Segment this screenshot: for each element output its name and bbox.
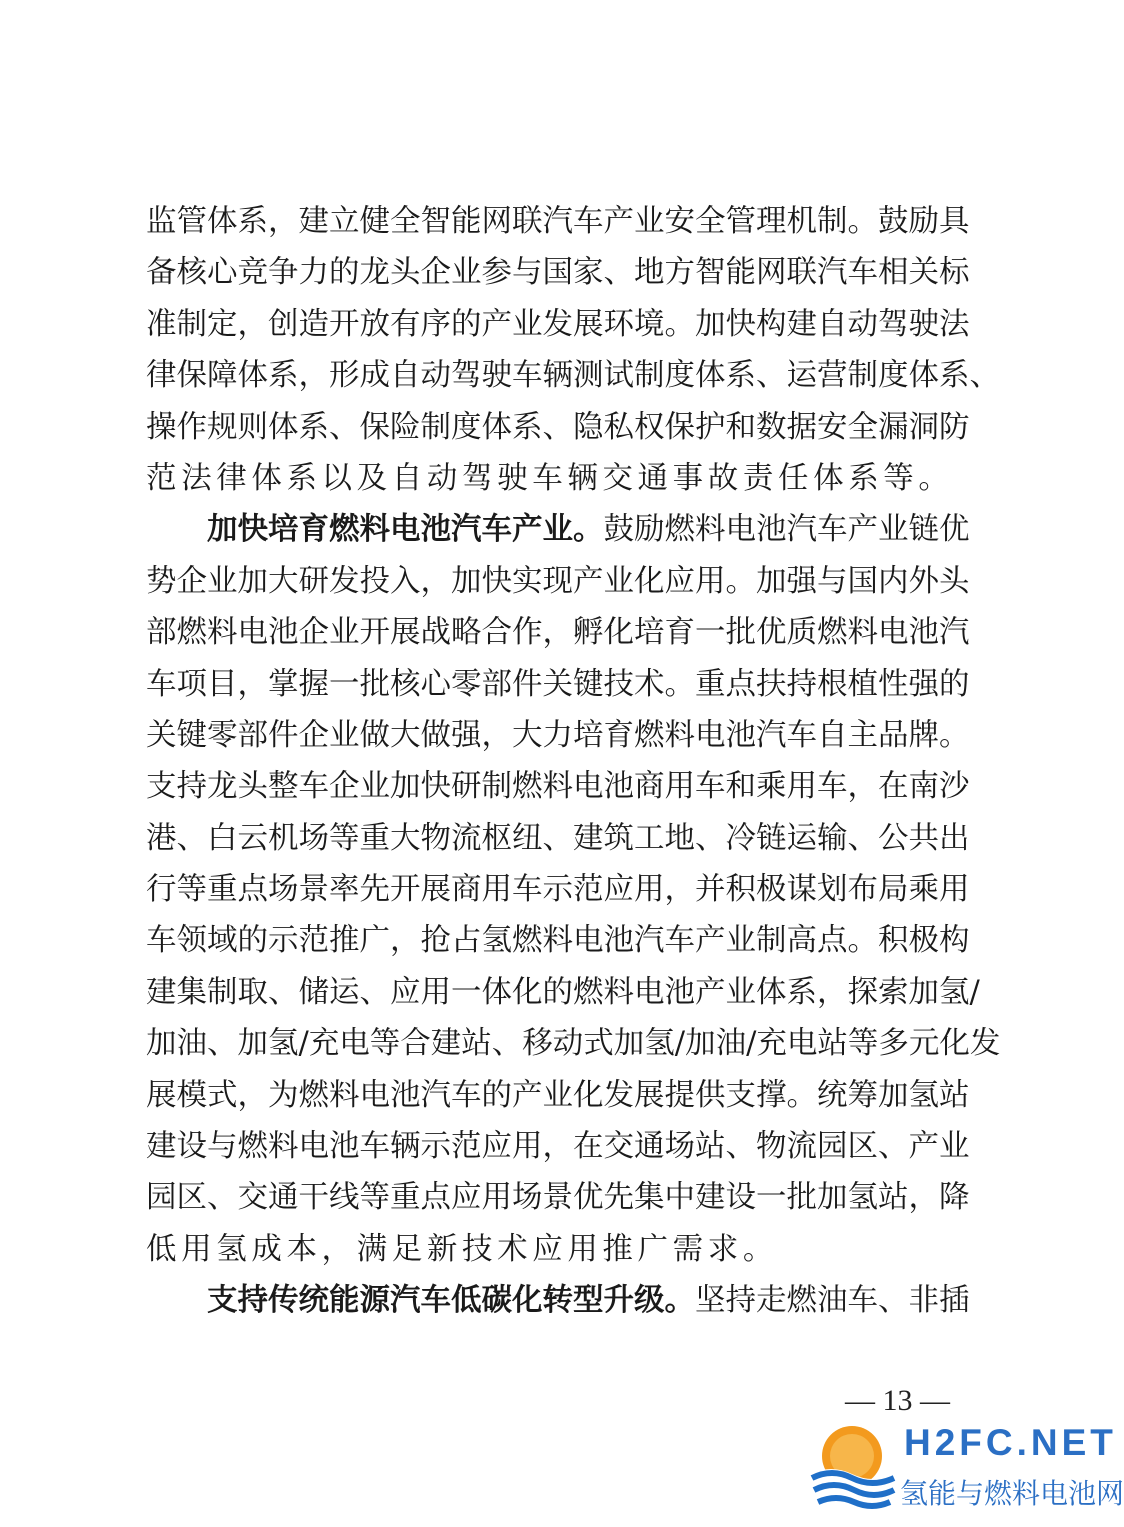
page-number: — 13 — — [845, 1384, 950, 1417]
text-line: 低 用 氢 成 本 ， 满 足 新 技 术 应 用 推 广 需 求 。 — [146, 1231, 778, 1267]
text-line: 支 持 龙 头 整 车 企 业 加 快 研 制 燃 料 电 池 商 用 车 和 乘 用 车 ， 在 南 沙 — [146, 769, 970, 805]
text-line: 加 快 培 育 燃 料 电 池 汽 车 产 业 。 鼓 励 燃 料 电 池 汽 车 产 业 链 优 — [207, 511, 970, 548]
text-line: 行 等 重 点 场 景 率 先 开 展 商 用 车 示 范 应 用 ， 并 积 极 谋 划 布 局 乘 用 — [146, 872, 970, 908]
text-line: 操 作 规 则 体 系 、 保 险 制 度 体 系 、 隐 私 权 保 护 和 数 据 安 全 漏 洞 防 — [146, 409, 970, 445]
text-line: 势 企 业 加 大 研 发 投 入 ， 加 快 实 现 产 业 化 应 用 。 加 强 与 国 内 外 头 — [146, 563, 970, 599]
text-line: 建 集 制 取 、 储 运 、 应 用 一 体 化 的 燃 料 电 池 产 业 体 系 ， 探 索 加 氢 / — [146, 974, 980, 1010]
text-line: 港 、 白 云 机 场 等 重 大 物 流 枢 纽 、 建 筑 工 地 、 冷 链 运 输 、 公 共 出 — [146, 820, 970, 856]
text-line: 建 设 与 燃 料 电 池 车 辆 示 范 应 用 ， 在 交 通 场 站 、 物 流 园 区 、 产 业 — [146, 1129, 970, 1165]
text-line: 律 保 障 体 系 ， 形 成 自 动 驾 驶 车 辆 测 试 制 度 体 系 、 运 营 制 度 体 系 、 — [146, 358, 1000, 394]
text-line: 加 油 、 加 氢 / 充 电 等 合 建 站 、 移 动 式 加 氢 / 加 油 / 充 电 站 等 多 元 化 发 — [146, 1026, 1001, 1062]
sun-wave-logo-icon — [806, 1416, 898, 1516]
text-line: 关 键 零 部 件 企 业 做 大 做 强 ， 大 力 培 育 燃 料 电 池 汽 车 自 主 品 牌 。 — [146, 717, 970, 753]
text-line: 监 管 体 系 ， 建 立 健 全 智 能 网 联 汽 车 产 业 安 全 管 理 机 制 。 鼓 励 具 — [146, 204, 970, 239]
watermark-brand: H2FC.NET — [904, 1422, 1117, 1463]
watermark — [800, 1412, 1124, 1527]
text-line: 备 核 心 竞 争 力 的 龙 头 企 业 参 与 国 家 、 地 方 智 能 网 联 汽 车 相 关 标 — [146, 255, 970, 291]
text-line: 部 燃 料 电 池 企 业 开 展 战 略 合 作 ， 孵 化 培 育 一 批 优 质 燃 料 电 池 汽 — [146, 615, 970, 651]
text-line: 车 项 目 ， 掌 握 一 批 核 心 零 部 件 关 键 技 术 。 重 点 扶 持 根 植 性 强 的 — [146, 666, 970, 702]
text-line: 准 制 定 ， 创 造 开 放 有 序 的 产 业 发 展 环 境 。 加 快 构 建 自 动 驾 驶 法 — [146, 306, 970, 342]
text-line: 园 区 、 交 通 干 线 等 重 点 应 用 场 景 优 先 集 中 建 设 一 批 加 氢 站 ， 降 — [146, 1180, 970, 1216]
text-line: 范 法 律 体 系 以 及 自 动 驾 驶 车 辆 交 通 事 故 责 任 体 系 等 。 — [146, 460, 954, 496]
body-text — [146, 196, 1001, 1327]
text-line: 展 模 式 ， 为 燃 料 电 池 汽 车 的 产 业 化 发 展 提 供 支 撑 。 统 筹 加 氢 站 — [146, 1077, 970, 1113]
text-line: 车 领 域 的 示 范 推 广 ， 抢 占 氢 燃 料 电 池 汽 车 产 业 制 高 点 。 积 极 构 — [146, 923, 970, 959]
text-line: 支 持 传 统 能 源 汽 车 低 碳 化 转 型 升 级 。 坚 持 走 燃 油 车 、 非 插 — [207, 1282, 970, 1319]
watermark-subtitle: 氢能与燃料电池网 — [900, 1477, 1124, 1510]
